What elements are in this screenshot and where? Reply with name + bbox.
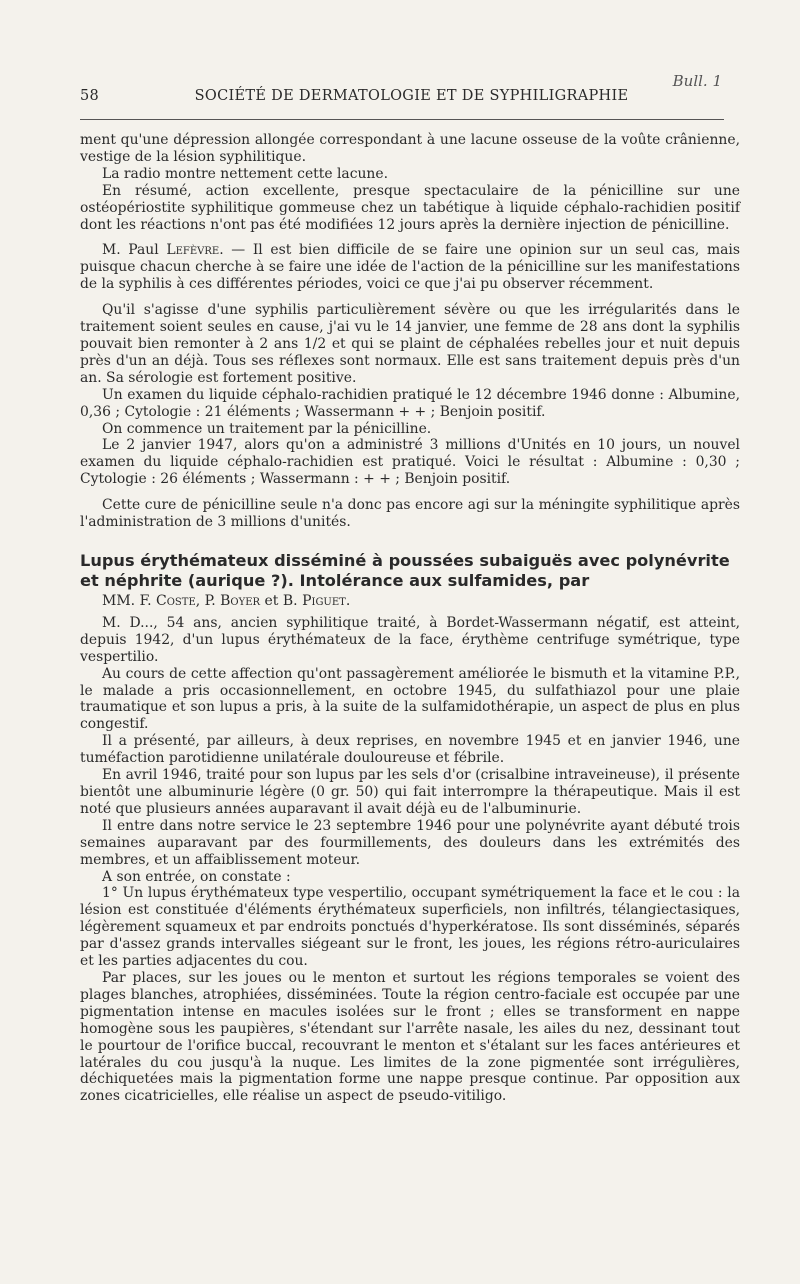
speaker-prefix: M. Paul <box>102 242 159 259</box>
header-rule <box>80 119 724 120</box>
author-sep: , P. <box>195 592 216 609</box>
article-par: par <box>558 570 590 590</box>
paragraph: Le 2 janvier 1947, alors qu'on a administré 3 millions d'Unités en 10 jours, un nouvel examen du liquide céphalo-rachidien est pratiqué. Voici le résultat : Albumine : 0,30 ; Cytologie : 26 éléments ; Wassermann : + + ; Benjoin positif. <box>80 437 740 488</box>
author-sep: et B. <box>260 592 298 609</box>
paragraph: Par places, sur les joues ou le menton et surtout les régions temporales se voient des plages blanches, atrophiées, disséminées. Toute la région centro-faciale est occupée par une pigmentation intense en macules isolées sur le front ; elles se transforment en nappe homogène sous les paupières, s'étendant sur l'arrête nasale, les ailes du nez, dessinant tout le pourtour de l'orifice buccal, recouvrant le menton et s'étalant sur les faces antérieures et latérales du cou jusqu'à la nuque. Les limites de la zone pigmentée sont irrégulières, déchiquetées mais la pigmentation forme une nappe presque continue. Par opposition aux zones cicatricielles, elle réalise un aspect de pseudo-vitiligo. <box>80 969 740 1105</box>
article-title <box>80 551 740 591</box>
paragraph: Au cours de cette affection qu'ont passagèrement améliorée le bismuth et la vitamine P.P., le malade a pris occasionnellement, en octobre 1945, du sulfathiazol pour une plaie traumatique et son lupus a pris, à la suite de la sulfamidothérapie, un aspect de plus en plus congestif. <box>80 665 740 733</box>
paragraph: La radio montre nettement cette lacune. <box>102 165 389 182</box>
article-title-text: Lupus érythémateux disséminé à poussées subaiguës avec polynévrite et néphrite (aurique ?). Intolérance aux sulfamides, <box>80 550 730 590</box>
paragraph: Il a présenté, par ailleurs, à deux reprises, en novembre 1945 et en janvier 1946, une tuméfaction parotidienne unilatérale douloureuse et fébrile. <box>80 733 740 767</box>
paragraph: Cette cure de pénicilline seule n'a donc pas encore agi sur la méningite syphilitique après l'administration de 3 millions d'unités. <box>80 497 740 531</box>
article-authors <box>102 591 740 611</box>
running-header <box>80 88 724 104</box>
author-name: Boyer <box>220 592 261 609</box>
author-name: Coste <box>156 592 196 609</box>
paragraph: A son entrée, on constate : <box>102 868 291 885</box>
journal-title: SOCIÉTÉ DE DERMATOLOGIE ET DE SYPHILIGRAPHIE <box>194 88 629 104</box>
paragraph: Il entre dans notre service le 23 septembre 1946 pour une polynévrite ayant débuté trois semaines auparavant par des fourmillements, des douleurs dans les extrémités des membres, et un affaiblissement moteur. <box>80 817 740 868</box>
paragraph: M. D..., 54 ans, ancien syphilitique traité, à Bordet-Wassermann négatif, est atteint, depuis 1942, d'un lupus érythémateux de la face, érythème centrifuge symétrique, type vespertilio. <box>80 614 740 665</box>
author-name: Piguet. <box>302 592 351 609</box>
body-text <box>80 132 740 1105</box>
paragraph: En avril 1946, traité pour son lupus par les sels d'or (crisalbine intraveineuse), il présente bientôt une albuminurie légère (0 gr. 50) qui fait interrompre la thérapeutique. Mais il est noté que plusieurs années auparavant il avait déjà eu de l'albuminurie. <box>80 767 740 817</box>
paragraph: 1° Un lupus érythémateux type vespertilio, occupant symétriquement la face et le cou : la lésion est constituée d'éléments érythémateux superficiels, non infiltrés, télangiectasiques, légèrement squameux et par endroits ponctués d'hyperkératose. Ils sont disséminés, séparés par d'assez grands intervalles siégeant sur le front, les joues, les régions rétro-auriculaires et les parties adjacentes du cou. <box>80 885 740 970</box>
paragraph: ment qu'une dépression allongée correspondant à une lacune osseuse de la voûte crânienne, vestige de la lésion syphilitique. <box>80 132 740 165</box>
speaker-paragraph <box>80 242 740 293</box>
paragraph: On commence un traitement par la pénicilline. <box>102 420 432 437</box>
page-number: 58 <box>80 88 100 104</box>
speaker-text: — Il est bien difficile de se faire une opinion sur un seul cas, mais puisque chacun cherche à se faire une idée de l'action de la pénicilline sur les manifestations de la syphilis à ces différentes périodes, voici ce que j'ai pu observer récemment. <box>80 242 741 293</box>
paragraph: Qu'il s'agisse d'une syphilis particulièrement sévère ou que les irrégularités dans le traitement soient seules en cause, j'ai vu le 14 janvier, une femme de 28 ans dont la syphilis pouvait bien remonter à 2 ans 1/2 et qui se plaint de céphalées rebelles jour et nuit depuis près d'un an déjà. Tous ses réflexes sont normaux. Elle est sans traitement depuis près d'un an. Sa sérologie est fortement positive. <box>80 302 740 386</box>
paragraph: En résumé, action excellente, presque spectaculaire de la pénicilline sur une ostéopériostite syphilitique gommeuse chez un tabétique à liquide céphalo-rachidien positif dont les réactions n'ont pas été modifiées 12 jours après la dernière injection de pénicilline. <box>80 182 740 233</box>
authors-prefix: MM. F. <box>102 592 152 609</box>
speaker-name: Lefèvre. <box>166 242 224 259</box>
corner-note: Bull. 1 <box>672 72 722 90</box>
paragraph: Un examen du liquide céphalo-rachidien pratiqué le 12 décembre 1946 donne : Albumine, 0,36 ; Cytologie : 21 éléments ; Wassermann + + ; Benjoin positif. <box>80 386 740 420</box>
